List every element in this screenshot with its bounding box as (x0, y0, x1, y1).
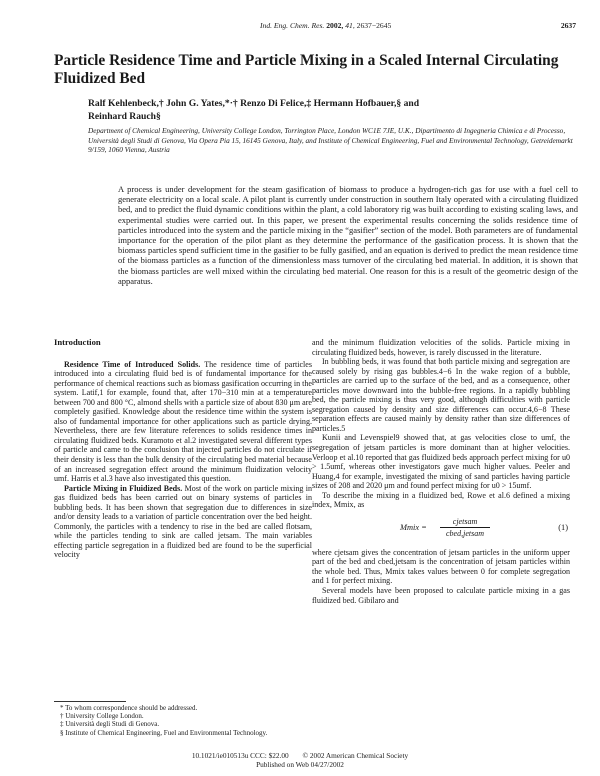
equation-1 (312, 515, 570, 541)
equation-fraction (440, 517, 490, 538)
footnote-genova: ‡ Università degli Studi di Genova. (60, 720, 160, 729)
author-list (88, 98, 568, 123)
equation-number: (1) (558, 522, 568, 532)
paragraph: To describe the mixing in a fluidized bed, Rowe et al.6 defined a mixing index, Mmix, as (312, 490, 570, 510)
paragraph: Kunii and Levenspiel9 showed that, at gas velocities close to umf, the segregation of jetsam particles is more dominant than at higher velocities. Verloop et al.10 reported that gas fluidized beds approach perfect mixing for u0 > 1.5umf, whereas other investigators gave much higher values. Peeler and Huang,4 for example, investigated the mixing of sand particles having particle sizes of 208 and 2020 μm and found perfect mixing for u0 > 15umf. (312, 433, 570, 491)
section-heading-introduction: Introduction (54, 337, 101, 347)
paragraph: and the minimum fluidization velocities of the solids. Particle mixing in circulating fluidized beds, however, is rarely discussed in the literature. (312, 338, 570, 357)
right-column (312, 338, 570, 605)
journal-name: Ind. Eng. Chem. Res. (260, 21, 325, 30)
footnote-ucl: † University College London. (60, 712, 144, 721)
doi-line (0, 751, 600, 760)
doi-price: 10.1021/ie010513u CCC: $22.00 (191, 751, 289, 760)
paragraph: where cjetsam gives the concentration of jetsam particles in the uniform upper part of the bed and cbed,jetsam is the concentration of jetsam particles within the whole bed. Thus, Mmix takes values between 0 for complete segregation and 1 for perfect mixing. (312, 547, 570, 586)
published-date: Published on Web 04/27/2002 (256, 760, 344, 769)
footnotes (54, 701, 304, 737)
paragraph-particle-mixing (54, 484, 312, 560)
page-number: 2637 (560, 21, 576, 30)
journal-citation (260, 21, 391, 30)
equation-numerator: cjetsam (452, 516, 478, 526)
paragraph-text: The residence time of particles introduced into a circulating fluid bed is of fundamental importance for the performance of chemical reactions such as biomass gasification occurring in the system. Latif,1 for example, found that, after 170−310 min at a temperature between 700 and 800 °C, almond shells with a particle size of about 830 μm are completely gasified. Knowledge about the residence time within the system is also of fundamental importance for other applications such as particle drying. Nevertheless, there are few literature references to solids residence times in circulating fluidized beds. Kuramoto et al.2 investigated several different types of particle and came to the conclusion that injected particles do not circulate if their density is less than the bulk density of the circulating bed material because of an increased segregation effect around the minimum fluidization velocity umf. Harris et al.3 have also investigated this question. (54, 359, 312, 484)
author-line-1: Ralf Kehlenbeck,† John G. Yates,*·† Renzo Di Felice,‡ Hermann Hofbauer,§ and (88, 98, 420, 109)
runin-heading-residence-time: Residence Time of Introduced Solids. (64, 359, 201, 369)
equation-lhs: Mmix = (400, 522, 427, 532)
footnote-corresponding: * To whom correspondence should be addressed. (60, 704, 198, 712)
journal-volume: 41, (345, 21, 355, 30)
copyright: © 2002 American Chemical Society (302, 751, 409, 760)
abstract: A process is under development for the steam gasification of biomass to produce a hydrogen-rich gas for use with a fuel cell to generate electricity on a local scale. A pilot plant is currently under construction in southern Italy operated with a circulating fluidized bed, and to predict the fluid dynamic conditions within the plant, a cold laboratory rig was built according to existing scaling laws, and experimental studies were carried out. In this paper, we present the experimental results concerning the solids residence time of particles introduced into the system and the particle mixing in the “gasifier” section of the model. Both parameters are of fundamental importance for the operation of the pilot plant as they determine the performance of the gasification process. It is shown that the biomass particles spend sufficient time in the gasifier to be fully gasified, and an equation is derived to predict the mean residence time of the biomass particles as a function of the dimensionless mass turnover of the circulating bed material. In addition, it is shown that the biomass particles are well mixed within the circulating bed material. One reason for this is a result of the geometric design of the apparatus. (118, 184, 578, 286)
journal-pages: 2637−2645 (356, 21, 392, 30)
paragraph-text: Most of the work on particle mixing in gas fluidized beds has been carried out on binary systems of particles in bubbling beds. It has been shown that segregation due to differences in size and/or density leads to a variation of particle concentration over the bed height. Commonly, the particles with a tendency to rise in the bed are called flotsam, while the particles tending to sink are called jetsam. The main variables effecting particle segregation in a fluidized bed are found to be the superficial velocity (54, 483, 312, 560)
paragraph: In bubbling beds, it was found that both particle mixing and segregation are caused solely by rising gas bubbles.4−6 In the wake region of a bubble, particles are carried up to the surface of the bed, and as a consequence, other particles move downward into the bubble-free regions. In a rapidly bubbling bed, the particle mixing is thus very good, although difficulties with particle segregation caused by density and size differences can occur.4,6−8 These separation effects are caused mainly by density rather than size differences of particles.5 (312, 357, 570, 433)
journal-year: 2002, (326, 21, 344, 30)
fraction-bar (440, 527, 490, 528)
article-title: Particle Residence Time and Particle Mixing in a Scaled Internal Circulating Fluidized Bed (54, 52, 559, 87)
paragraph-residence-time (54, 360, 312, 484)
left-column (54, 338, 312, 560)
footnote-rule (54, 701, 126, 702)
author-line-2: Reinhard Rauch§ (88, 110, 161, 122)
paragraph: Several models have been proposed to calculate particle mixing in a gas fluidized bed. Gibilaro and (312, 586, 570, 605)
affiliations: Department of Chemical Engineering, University College London, Torrington Place, London WC1E 7JE, U.K., Dipartimento di Ingegneria Chimica e di Processo, Università degli Studi di Genova, Via Opera Pia 15, 16145 Genova, Italy, and Institute of Chemical Engineering, Fuel and Environmental Technology, Getreidemarkt 9/159, 1060 Vienna, Austria (88, 126, 573, 154)
equation-denominator: cbed,jetsam (446, 528, 484, 538)
running-head (0, 21, 600, 33)
footnote-vienna: § Institute of Chemical Engineering, Fuel and Environmental Technology. (60, 728, 268, 737)
runin-heading-particle-mixing: Particle Mixing in Fluidized Beds. (64, 483, 183, 493)
